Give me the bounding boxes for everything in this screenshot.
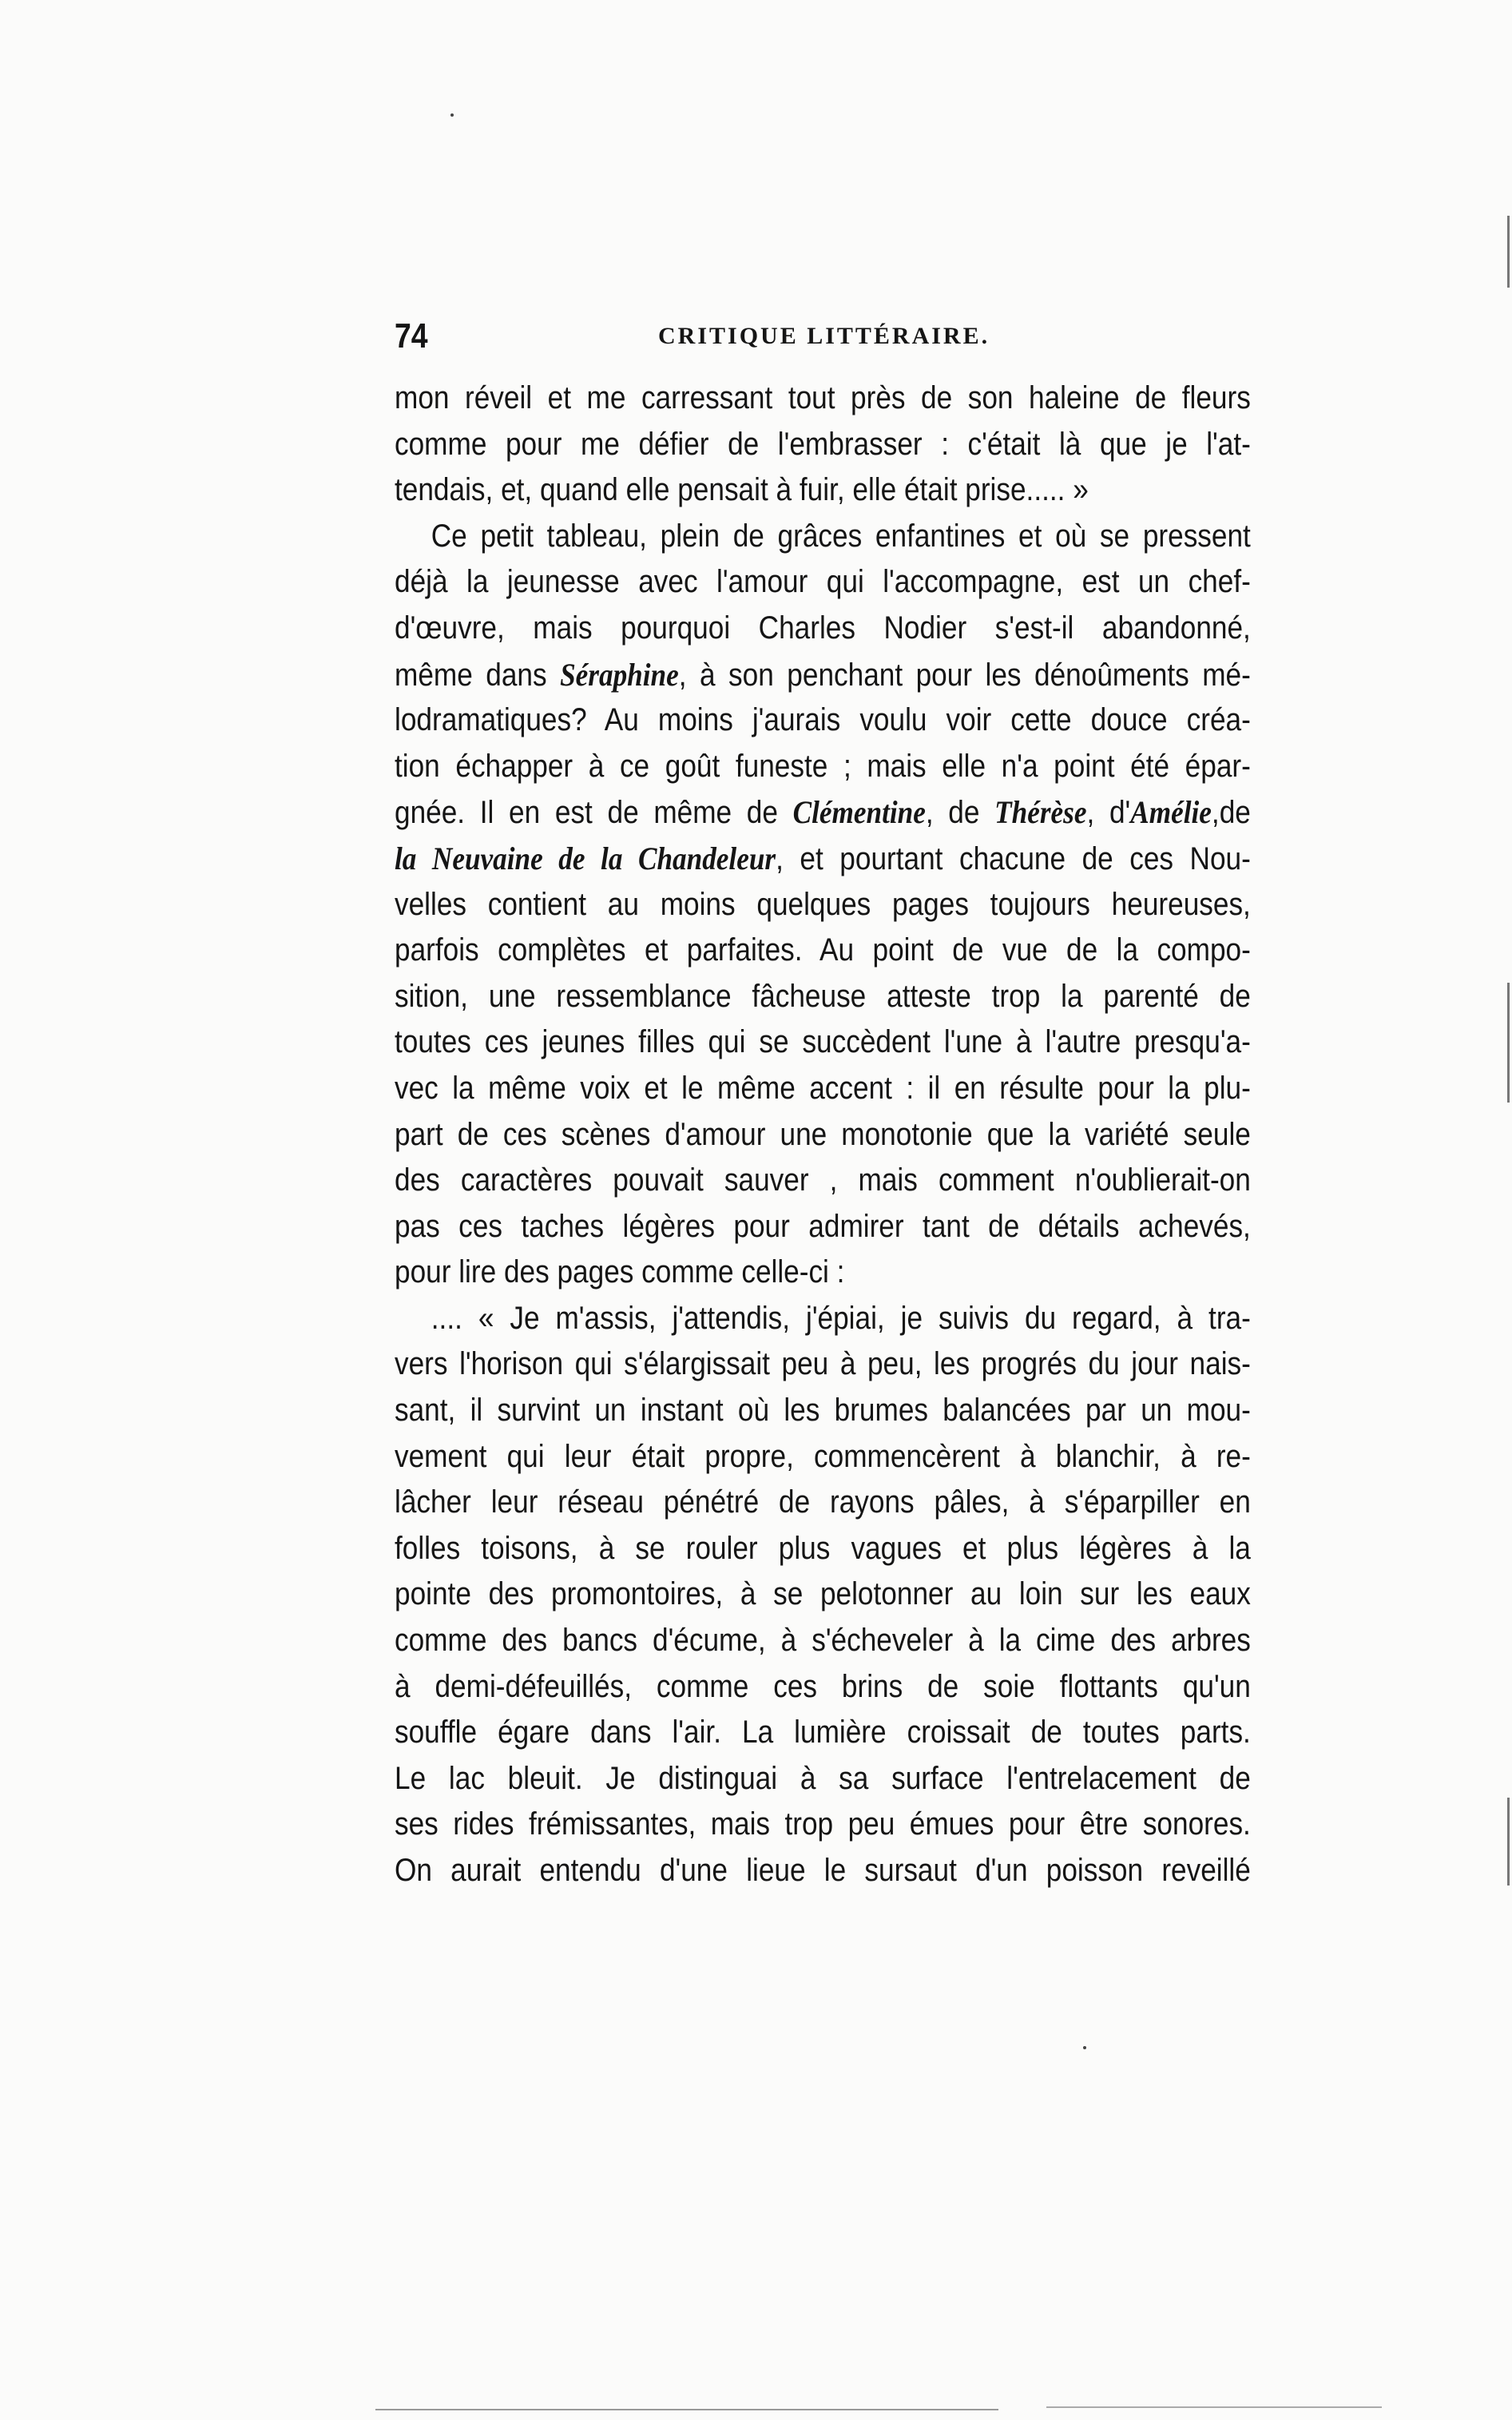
text-line: comme pour me défier de l'embrasser : c'était là que je l'at- bbox=[395, 426, 1251, 462]
italic-title: Thérèse bbox=[994, 794, 1087, 831]
text-run: même dans bbox=[395, 657, 561, 693]
text-line-mixed bbox=[395, 836, 1251, 882]
italic-title: Amélie bbox=[1130, 794, 1212, 831]
text-line: sant, il survint un instant où les brumes balancées par un mou- bbox=[395, 1393, 1251, 1429]
text-line: vec la même voix et le même accent : il en résulte pour la plu- bbox=[395, 1070, 1251, 1106]
text-line: mon réveil et me carressant tout près de son haleine de fleurs bbox=[395, 380, 1251, 415]
text-line: lodramatiques? Au moins j'aurais voulu voir cette douce créa- bbox=[395, 702, 1251, 738]
text-line-mixed bbox=[395, 789, 1251, 836]
text-line: souffle égare dans l'air. La lumière croissait de toutes parts. bbox=[395, 1715, 1251, 1750]
page-number: 74 bbox=[395, 316, 428, 356]
text-line: Ce petit tableau, plein de grâces enfantines et où se pressent bbox=[431, 518, 1251, 554]
stray-dot bbox=[450, 113, 454, 117]
stray-dot bbox=[1083, 2046, 1086, 2049]
text-line: pour lire des pages comme celle-ci : bbox=[395, 1254, 845, 1290]
italic-title: la Neuvaine de la Chandeleur bbox=[395, 840, 776, 876]
text-run: , d' bbox=[1086, 795, 1131, 831]
text-line: pointe des promontoires, à se pelotonner au loin sur les eaux bbox=[395, 1576, 1251, 1612]
text-line: On aurait entendu d'une lieue le sursaut d'un poisson reveillé bbox=[395, 1853, 1251, 1888]
italic-title: Clémentine bbox=[792, 794, 926, 831]
text-line: vers l'horison qui s'élargissait peu à peu, les progrés du jour nais- bbox=[395, 1346, 1251, 1382]
text-line: ses rides frémissantes, mais trop peu émues pour être sonores. bbox=[395, 1806, 1251, 1842]
text-line: part de ces scènes d'amour une monotonie que la variété seule bbox=[395, 1116, 1251, 1152]
text-run: ,de bbox=[1211, 795, 1251, 831]
running-head: CRITIQUE LITTÉRAIRE. bbox=[658, 323, 990, 349]
text-line: .... « Je m'assis, j'attendis, j'épiai, je suivis du regard, à tra- bbox=[431, 1300, 1251, 1336]
text-run: , de bbox=[925, 795, 995, 831]
text-line: comme des bancs d'écume, à s'écheveler à la cime des arbres bbox=[395, 1623, 1251, 1659]
text-line: des caractères pouvait sauver , mais comment n'oublierait-on bbox=[395, 1162, 1251, 1198]
text-line: tion échapper à ce goût funeste ; mais elle n'a point été épar- bbox=[395, 748, 1251, 784]
text-run: gnée. Il en est de même de bbox=[395, 795, 793, 831]
text-line: tendais, et, quand elle pensait à fuir, elle était prise..... » bbox=[395, 472, 1089, 508]
text-line: parfois complètes et parfaites. Au point de vue de la compo- bbox=[395, 932, 1251, 968]
text-line: Le lac bleuit. Je distinguai à sa surface l'entrelacement de bbox=[395, 1760, 1251, 1796]
text-line: à demi-défeuillés, comme ces brins de soie flottants qu'un bbox=[395, 1668, 1251, 1704]
text-run: , à son penchant pour les dénoûments mé- bbox=[678, 657, 1251, 693]
text-line: velles contient au moins quelques pages toujours heureuses, bbox=[395, 886, 1251, 922]
body-text bbox=[395, 376, 1251, 1894]
text-line: d'œuvre, mais pourquoi Charles Nodier s'est-il abandonné, bbox=[395, 610, 1251, 646]
text-line: déjà la jeunesse avec l'amour qui l'accompagne, est un chef- bbox=[395, 564, 1251, 600]
scan-edge-mark bbox=[1507, 1798, 1510, 1886]
text-line: folles toisons, à se rouler plus vagues et plus légères à la bbox=[395, 1530, 1251, 1566]
scan-edge-mark bbox=[375, 2409, 998, 2410]
text-line: vement qui leur était propre, commencèrent à blanchir, à re- bbox=[395, 1438, 1251, 1474]
scan-edge-mark bbox=[1046, 2406, 1382, 2408]
text-line-mixed bbox=[395, 652, 1251, 698]
text-line: pas ces taches légères pour admirer tant de détails achevés, bbox=[395, 1208, 1251, 1244]
text-line: lâcher leur réseau pénétré de rayons pâles, à s'éparpiller en bbox=[395, 1484, 1251, 1520]
italic-title: Séraphine bbox=[560, 656, 679, 693]
text-line: sition, une ressemblance fâcheuse atteste trop la parenté de bbox=[395, 978, 1251, 1014]
text-run: , et pourtant chacune de ces Nou- bbox=[776, 840, 1251, 876]
text-line: toutes ces jeunes filles qui se succèdent l'une à l'autre presqu'a- bbox=[395, 1024, 1251, 1060]
page-header bbox=[395, 316, 1265, 364]
scan-edge-mark bbox=[1507, 216, 1510, 288]
scan-edge-mark bbox=[1507, 983, 1510, 1103]
